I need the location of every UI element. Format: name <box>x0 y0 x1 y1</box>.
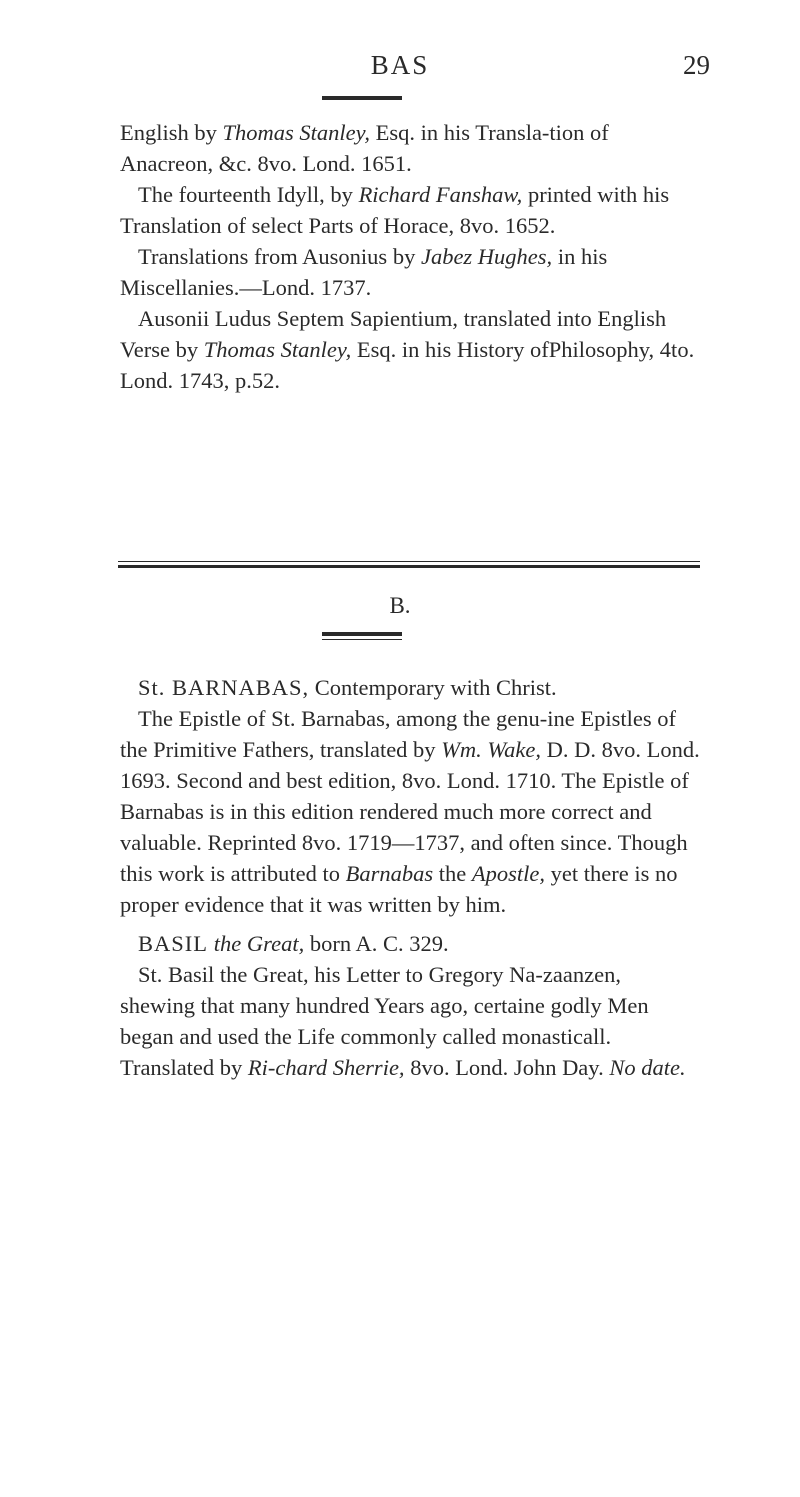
entry-heading-barnabas: St. BARNABAS, Contemporary with Christ. <box>138 675 557 700</box>
running-head: BAS <box>370 50 430 80</box>
entry-hughes: Translations from Ausonius by Jabez Hughes, in his Miscellanies.—Lond. 1737. <box>120 244 608 300</box>
section-letter-rule <box>322 632 402 636</box>
page-number: 29 <box>683 50 710 80</box>
entry-epistle-barnabas: The Epistle of St. Barnabas, among the genu-ine Epistles of the Primitive Fathers, translated by Wm. Wake, D. D. 8vo. Lond. 1693. Second and best edition, 8vo. Lond. 1710. The Epistle of Barnabas is in this edition rendered much more correct and valuable. Reprinted 8vo. 1719—1737, and often since. Though this work is attributed to Barnabas the Apostle, yet there is no proper evidence that it was written by him. <box>120 706 700 917</box>
entry-stanley-history: Ausonii Ludus Septem Sapientium, translated into English Verse by Thomas Stanley, Esq. in his History ofPhilosophy, 4to. Lond. 1743, p.52. <box>120 306 695 393</box>
entry-heading-basil: BASIL the Great, born A. C. 329. <box>138 931 449 956</box>
page-header <box>0 50 800 90</box>
entry-stanley-anacreon: English by Thomas Stanley, Esq. in his Transla-tion of Anacreon, &c. 8vo. Lond. 1651. <box>120 120 609 176</box>
bibliography-block-b <box>120 672 700 1083</box>
entry-basil-letter: St. Basil the Great, his Letter to Gregory Na-zaanzen, shewing that many hundred Years ago, certaine godly Men began and used the Life commonly called monasticall. Translated by Ri-chard Sherrie, 8vo. Lond. John Day. No date. <box>120 962 686 1080</box>
section-rule-thin <box>118 561 700 562</box>
section-letter-rule-thin <box>322 639 402 640</box>
section-letter: B. <box>389 593 411 618</box>
entry-fanshaw: The fourteenth Idyll, by Richard Fanshaw, printed with his Translation of select Parts of Horace, 8vo. 1652. <box>120 182 670 238</box>
section-rule-thick <box>118 565 700 568</box>
header-rule <box>322 96 402 100</box>
bibliography-block-top <box>120 117 700 396</box>
